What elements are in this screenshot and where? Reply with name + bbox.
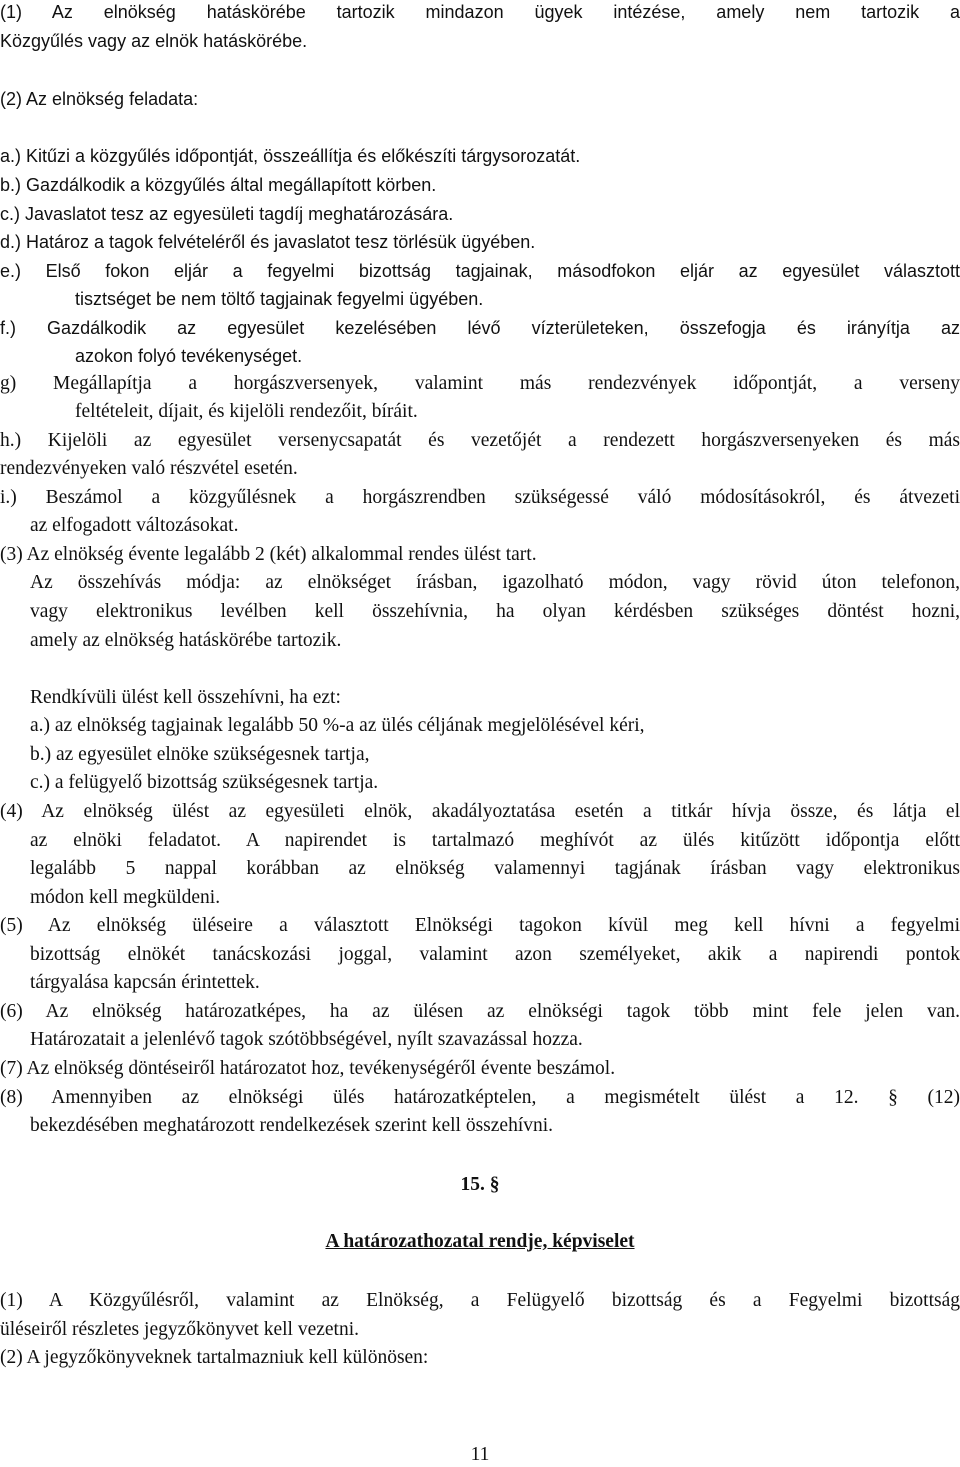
text-line: e.) Első fokon eljár a fegyelmi bizottság tagjainak, másodfokon eljár az egyesület választott [0,261,960,281]
text-line: üléseiről részletes jegyzőkönyvet kell vezetni. [0,1319,359,1340]
text-line: módon kell megküldeni. [30,887,221,908]
text-line: az elfogadott változásokat. [30,515,239,536]
text-line: i.) Beszámol a közgyűlésnek a horgászrendben szükségessé váló módosításokról, és átvezeti [0,487,960,508]
text-line: f.) Gazdálkodik az egyesület kezelésében lévő vízterületeken, összefogja és irányítja az [0,318,960,338]
text-line: Közgyűlés vagy az elnök hatáskörébe. [0,31,308,51]
text-line: (7) Az elnökség döntéseiről határozatot hoz, tevékenységéről évente beszámol. [0,1058,616,1079]
text-line: (3) Az elnökség évente legalább 2 (két) alkalommal rendes ülést tart. [0,544,537,565]
section-title: A határozathozatal rendje, képviselet [325,1231,635,1252]
text-line: h.) Kijelöli az egyesület versenycsapatát és vezetőjét a rendezett horgászversenyeken és más [0,430,960,451]
text-line: Határozatait a jelenlévő tagok szótöbbségével, nyílt szavazással hozza. [30,1029,583,1050]
text-line: (8) Amennyiben az elnökségi ülés határozatképtelen, a megismételt ülést a 12. § (12) [0,1087,960,1108]
text-line: Rendkívüli ülést kell összehívni, ha ezt: [30,687,341,708]
text-line: d.) Határoz a tagok felvételéről és javaslatot tesz törlésük ügyében. [0,232,536,252]
text-line: legalább 5 nappal korábban az elnökség valamennyi tagjának írásban vagy elektronikus [30,858,960,879]
text-line: (2) A jegyzőkönyveknek tartalmazniuk kell különösen: [0,1347,429,1368]
text-line: azokon folyó tevékenységet. [75,346,303,366]
text-line: g) Megállapítja a horgászversenyek, valamint más rendezvények időpontját, a verseny [0,373,960,394]
text-line: az elnöki feladatot. A napirendet is tartalmazó meghívót az ülés kitűzött időpontja előtt [30,830,960,851]
text-line: (1) A Közgyűlésről, valamint az Elnökség, a Felügyelő bizottság és a Fegyelmi bizottság [0,1290,960,1311]
text-line: (2) Az elnökség feladata: [0,89,199,109]
text-line: vagy elektronikus levélben kell összehívnia, ha olyan kérdésben szükséges döntést hozni, [30,601,960,622]
text-line: a.) az elnökség tagjainak legalább 50 %-a az ülés céljának megjelölésével kéri, [30,715,645,736]
text-line: bizottság elnökét tanácskozási joggal, valamint azon személyeket, akik a napirendi pontok [30,944,960,965]
text-line: c.) a felügyelő bizottság szükségesnek tartja. [30,772,379,793]
text-line: tisztséget be nem töltő tagjainak fegyelmi ügyében. [75,289,484,309]
text-line: rendezvényeken való részvétel esetén. [0,458,298,479]
text-line: Az összehívás módja: az elnökséget írásban, igazolható módon, vagy rövid úton telefonon, [30,572,960,593]
text-line: c.) Javaslatot tesz az egyesületi tagdíj meghatározására. [0,204,454,224]
text-line: feltételeit, díjait, és kijelöli rendezőit, bíráit. [75,401,418,422]
text-line: a.) Kitűzi a közgyűlés időpontját, összeállítja és előkészíti tárgysorozatát. [0,146,581,166]
text-line: bekezdésében meghatározott rendelkezések szerint kell összehívni. [30,1115,554,1136]
page-number: 11 [470,1444,490,1465]
text-line: amely az elnökség hatáskörébe tartozik. [30,630,342,651]
text-line: (1) Az elnökség hatáskörébe tartozik mindazon ügyek intézése, amely nem tartozik a [0,2,960,22]
text-line: (4) Az elnökség ülést az egyesületi elnök, akadályoztatása esetén a titkár hívja össze, és látja el [0,801,960,822]
text-line: (6) Az elnökség határozatképes, ha az ülésen az elnökségi tagok több mint fele jelen van. [0,1001,960,1022]
text-line: b.) az egyesület elnöke szükségesnek tartja, [30,744,370,765]
text-line: b.) Gazdálkodik a közgyűlés által megállapított körben. [0,175,437,195]
text-line: tárgyalása kapcsán érintettek. [30,972,260,993]
section-number: 15. § [460,1174,500,1195]
text-line: (5) Az elnökség üléseire a választott Elnökségi tagokon kívül meg kell hívni a fegyelmi [0,915,960,936]
